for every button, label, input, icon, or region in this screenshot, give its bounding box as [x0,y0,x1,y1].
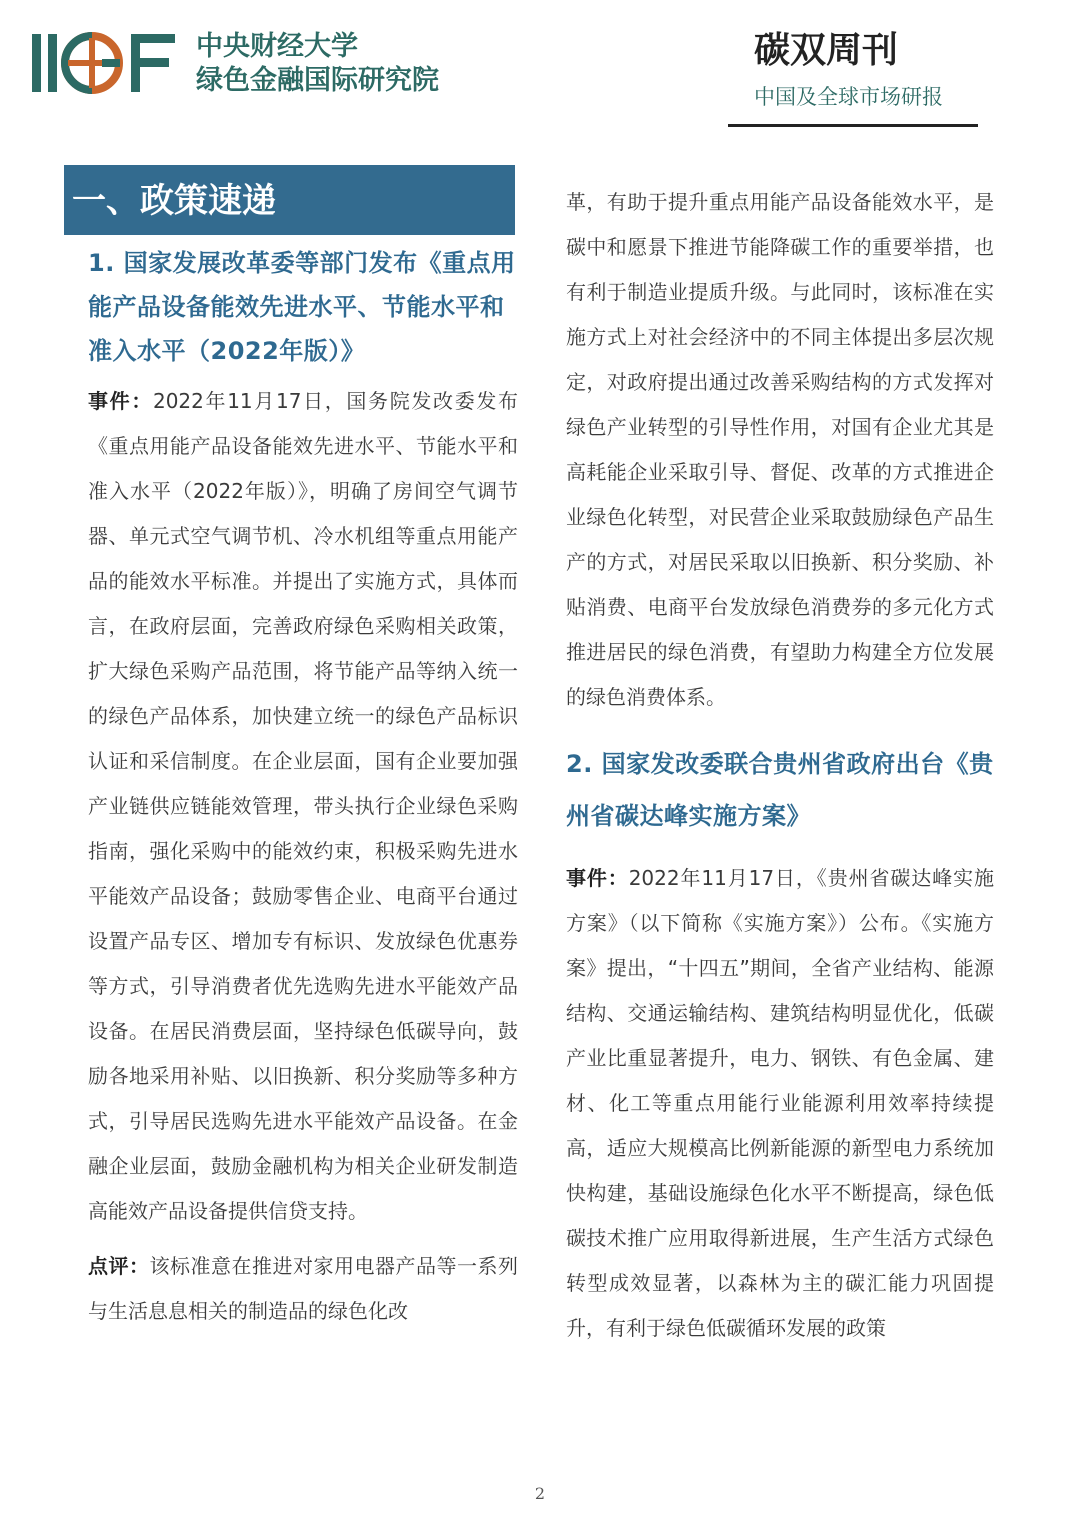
publication-brand [728,26,978,127]
item1-event-label: 事件： [88,389,153,413]
item1-comment [88,1244,518,1334]
item2-event [566,856,994,1351]
right-column [566,180,994,1351]
publication-title: 碳双周刊 [754,30,899,71]
publication-subtitle: 中国及全球市场研报 [754,85,943,109]
item1-comment-label: 点评： [88,1254,150,1278]
institute-name [196,30,439,98]
item1-comment-text-left: 该标准意在推进对家用电器产品等一系列与生活息息相关的制造品的绿色化改 [88,1254,518,1323]
item1-event-text: 2022年11月17日，国务院发改委发布《重点用能产品设备能效先进水平、节能水平和准入水平（2022年版）》，明确了房间空气调节器、单元式空气调节机、冷水机组等重点用能产品的能效水平标准。并提出了实施方式，具体而言，在政府层面，完善政府绿色采购相关政策，扩大绿色采购产品范围，将节能产品等纳入统一的绿色产品体系，加快建立统一的绿色产品标识认证和采信制度。在企业层面，国有企业要加强产业链供应链能效管理，带头执行企业绿色采购指南，强化采购中的能效约束，积极采购先进水平能效产品设备；鼓励零售企业、电商平台通过设置产品专区、增加专有标识、发放绿色优惠券等方式，引导消费者优先选购先进水平能效产品设备。在居民消费层面，坚持绿色低碳导向，鼓励各地采用补贴、以旧换新、积分奖励等多种方式，引导居民选购先进水平能效产品设备。在金融企业层面，鼓励金融机构为相关企业研发制造高能效产品设备提供信贷支持。 [88,389,519,1223]
item1-comment-continued: 革，有助于提升重点用能产品设备能效水平，是碳中和愿景下推进节能降碳工作的重要举措，也有利于制造业提质升级。与此同时，该标准在实施方式上对社会经济中的不同主体提出多层次规定，对政府提出通过改善采购结构的方式发挥对绿色产业转型的引导性作用，对国有企业尤其是高耗能企业采取引导、督促、改革的方式推进企业绿色化转型，对民营企业采取鼓励绿色产品生产的方式，对居民采取以旧换新、积分奖励、补贴消费、电商平台发放绿色消费券的多元化方式推进居民的绿色消费，有望助力构建全方位发展的绿色消费体系。 [566,190,994,709]
section-banner: 一、政策速递 [64,165,515,235]
left-column [88,241,518,1334]
item2-event-text: 2022年11月17日，《贵州省碳达峰实施方案》（以下简称《实施方案》）公布。《实施方案》提出，“十四五”期间，全省产业结构、能源结构、交通运输结构、建筑结构明显优化，低碳产业比重显著提升，电力、钢铁、有色金属、建材、化工等重点用能行业能源利用效率持续提高，适应大规模高比例新能源的新型电力系统加快构建，基础设施绿色化水平不断提高，绿色低碳技术推广应用取得新进展，生产生活方式绿色转型成效显著，以森林为主的碳汇能力巩固提升，有利于绿色低碳循环发展的政策 [566,866,995,1340]
page-number: 2 [534,1484,546,1503]
institute-name-line1: 中央财经大学 [196,31,358,62]
item1-heading: 1. 国家发展改革委等部门发布《重点用能产品设备能效先进水平、节能水平和准入水平（2022年版）》 [88,249,516,365]
item2-event-label: 事件： [566,866,629,890]
item2-heading: 2. 国家发改委联合贵州省政府出台《贵州省碳达峰实施方案》 [566,750,994,830]
header-rule [728,124,978,127]
institute-name-line2: 绿色金融国际研究院 [196,65,439,96]
iigf-logo [32,32,182,94]
item1-event [88,379,518,1234]
